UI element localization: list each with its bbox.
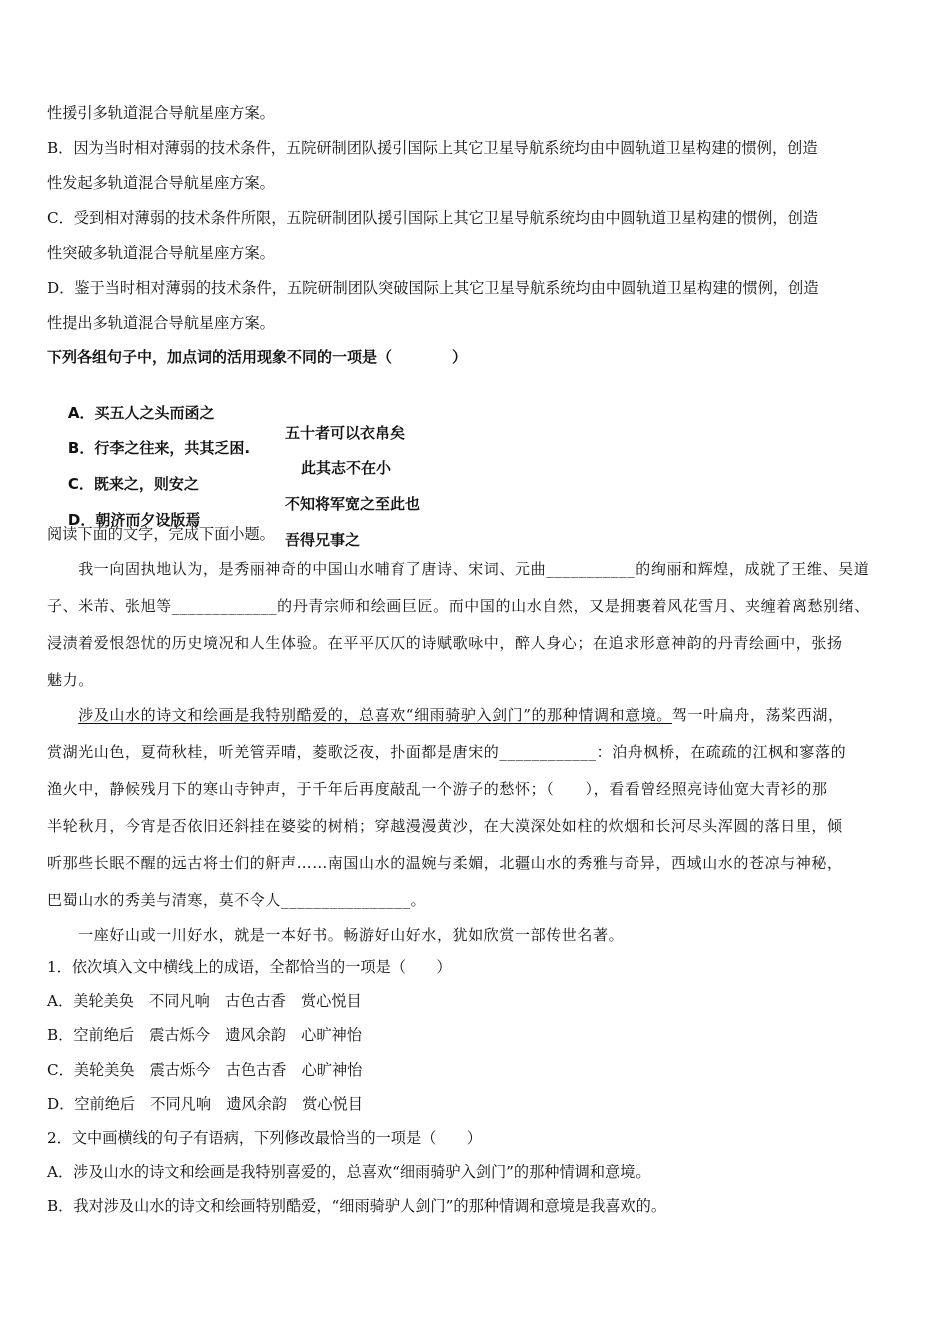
option-d-line1: D．鉴于当时相对薄弱的技术条件，五院研制团队突破国际上其它卫星导航系统均由中圆轨道卫星构建的惯例，创造 [47,279,819,297]
q1-option-b: B．空前绝后 震古烁今 遗风余韵 心旷神怡 [47,1026,362,1044]
passage-p2-line2: 赏湖光山色，夏荷秋桂，听羌管弄晴，菱歌泛夜，扑面都是唐宋的____________：泊舟枫桥，在疏疏的江枫和寥落的 [47,743,847,761]
passage-p1-line3: 浸渍着爱恨怨忧的历史境况和人生体验。在平平仄仄的诗赋歌咏中，醉人身心；在追求形意神韵的丹青绘画中，张扬 [47,634,843,652]
option-c-line2: 性突破多轨道混合导航星座方案。 [47,244,275,262]
q1-option-c: C．美轮美奂 震古烁今 古色古香 心旷神怡 [47,1061,363,1079]
passage-p1-line1: 我一向固执地认为，是秀丽神奇的中国山水哺育了唐诗、宋词、元曲___________的绚丽和辉煌，成就了王维、吴道 [47,560,870,578]
passage-p2-line1-rest: 驾一叶扁舟，荡桨西湖， [671,706,844,724]
option-b-line1: B．因为当时相对薄弱的技术条件，五院研制团队援引国际上其它卫星导航系统均由中圆轨道卫星构建的惯例，创造 [47,139,818,157]
classical-question-stem: 下列各组句子中，加点词的活用现象不同的一项是（ ） [47,348,468,366]
passage-p2-line4: 半轮秋月，今宵是否依旧还斜挂在婆娑的树梢；穿越漫漫黄沙，在大漠深处如柱的炊烟和长河尽头浑圆的落日里，倾 [47,817,843,835]
q1-stem: 1．依次填入文中横线上的成语，全都恰当的一项是（ ） [47,958,452,976]
passage-p1-line2: 子、米芾、张旭等_____________的丹青宗师和绘画巨匠。而中国的山水自然，又是拥裹着风花雪月、夹缠着离愁别绪、 [47,597,870,615]
q1-option-a: A．美轮美奂 不同凡响 古色古香 赏心悦目 [47,992,362,1010]
classical-option-a-left: A．买五人之头而函之 [67,404,215,422]
reading-intro: 阅读下面的文字，完成下面小题。 [47,525,275,543]
classical-option-b-right: 此其志不在小 [301,459,392,477]
option-a-tail: 性援引多轨道混合导航星座方案。 [47,104,275,122]
option-c-line1: C．受到相对薄弱的技术条件所限，五院研制团队援引国际上其它卫星导航系统均由中圆轨道卫星构建的惯例，创造 [47,209,818,227]
passage-p2-line5: 听那些长眠不醒的远古将士们的鼾声……南国山水的温婉与柔媚，北疆山水的秀雅与奇异，西域山水的苍凉与神秘， [47,854,843,872]
q1-option-d: D．空前绝后 不同凡响 遗风余韵 赏心悦目 [47,1095,363,1113]
classical-option-b-left: B．行李之往来，共其乏困. [67,439,251,457]
passage-p2-line1 [47,705,844,725]
classical-option-d-right: 吾得兄事之 [285,531,361,549]
q2-stem: 2．文中画横线的句子有语病，下列修改最恰当的一项是（ ） [47,1129,482,1147]
option-b-line2: 性发起多轨道混合导航星座方案。 [47,174,275,192]
q2-option-b: B．我对涉及山水的诗文和绘画特别酷爱，“细雨骑驴人剑门”的那种情调和意境是我喜欢的。 [47,1197,667,1215]
underlined-sentence: 涉及山水的诗文和绘画是我特别酷爱的，总喜欢“细雨骑驴入剑门”的那种情调和意境。 [78,706,672,724]
classical-option-d-left: D．朝济而夕设版焉 [67,511,201,529]
passage-p2-line6: 巴蜀山水的秀美与清寒，莫不令人________________。 [47,891,427,909]
classical-option-a-right: 五十者可以衣帛矣 [285,424,406,442]
passage-p1-line4: 魅力。 [47,671,94,689]
passage-p2-line3: 渔火中，静候残月下的寒山寺钟声，于千年后再度敲乱一个游子的愁怀；（ ），看看曾经照亮诗仙宽大青衫的那 [47,780,828,798]
q2-option-a: A．涉及山水的诗文和绘画是我特别喜爱的，总喜欢“细雨骑驴入剑门”的那种情调和意境。 [47,1163,651,1181]
classical-option-c-right: 不知将军宽之至此也 [285,495,421,513]
classical-option-c-left: C．既来之，则安之 [67,475,199,493]
passage-p3: 一座好山或一川好水，就是一本好书。畅游好山好水，犹如欣赏一部传世名著。 [47,926,625,944]
option-d-line2: 性提出多轨道混合导航星座方案。 [47,314,275,332]
